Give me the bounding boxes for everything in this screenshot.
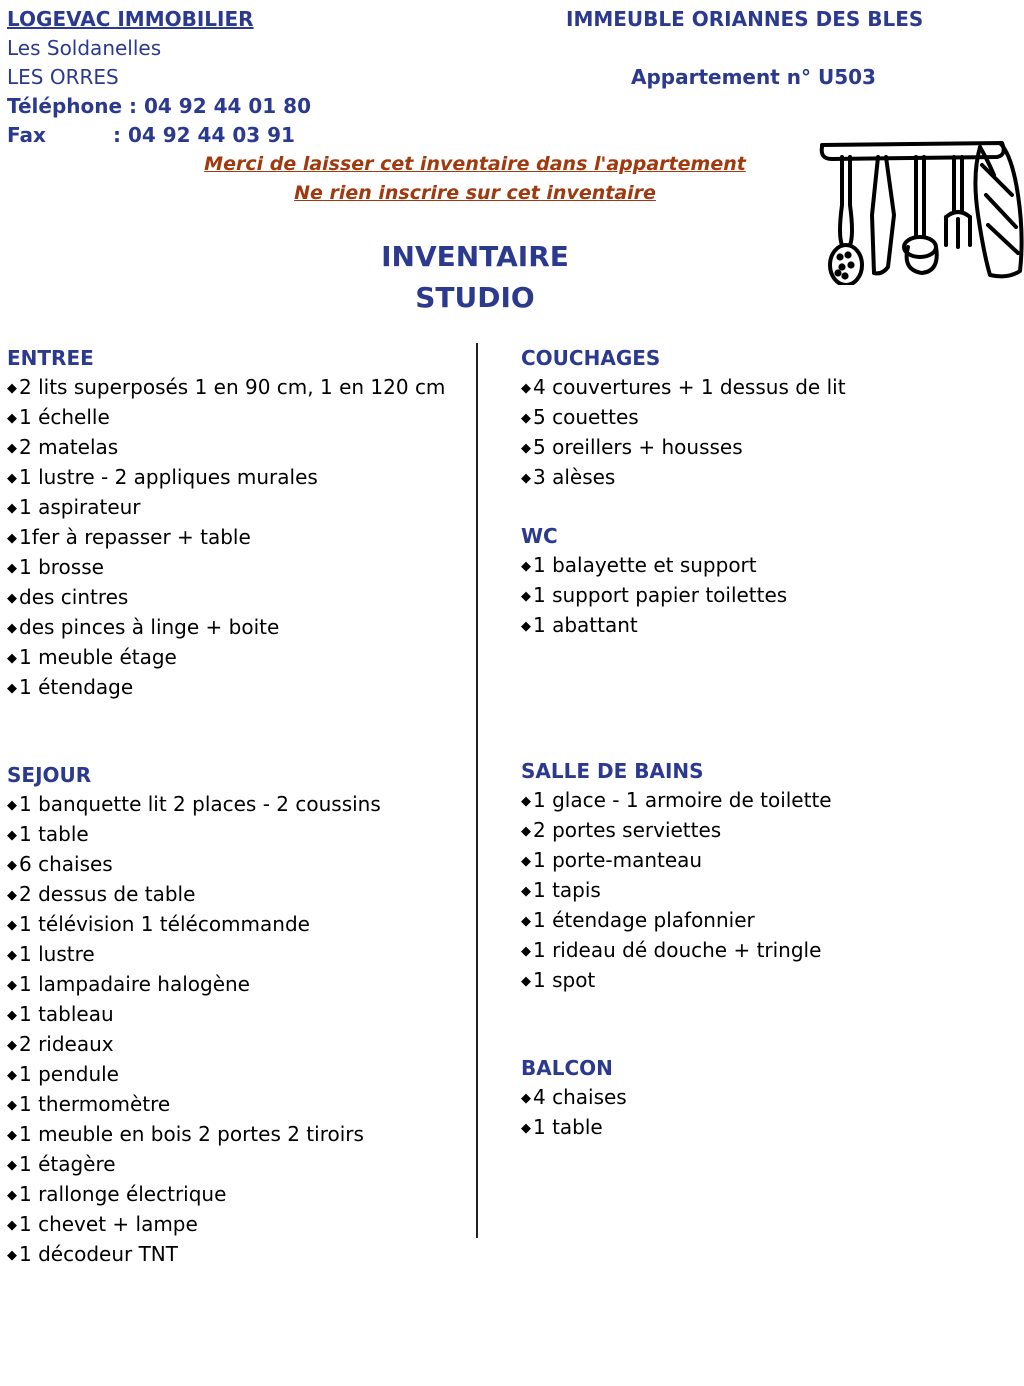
list-item-text: 2 rideaux	[19, 1032, 114, 1056]
left-column	[7, 344, 445, 1299]
list-item	[521, 433, 846, 463]
diamond-bullet-icon: ◆	[521, 471, 531, 486]
list-item	[7, 553, 445, 583]
diamond-bullet-icon: ◆	[7, 1098, 17, 1113]
diamond-bullet-icon: ◆	[7, 1008, 17, 1023]
list-item-text: 1 lustre	[19, 942, 95, 966]
list-item	[521, 373, 846, 403]
diamond-bullet-icon: ◆	[7, 828, 17, 843]
diamond-bullet-icon: ◆	[7, 561, 17, 576]
list-item	[521, 1113, 846, 1143]
diamond-bullet-icon: ◆	[7, 1158, 17, 1173]
section-entree	[7, 344, 445, 703]
list-item	[7, 403, 445, 433]
diamond-bullet-icon: ◆	[7, 1068, 17, 1083]
list-item	[7, 673, 445, 703]
list-item-text: 1 balayette et support	[533, 553, 757, 577]
diamond-bullet-icon: ◆	[521, 854, 531, 869]
diamond-bullet-icon: ◆	[521, 824, 531, 839]
list-item	[7, 433, 445, 463]
list-item-text: 1 tableau	[19, 1002, 114, 1026]
item-list	[521, 1083, 846, 1143]
diamond-bullet-icon: ◆	[7, 471, 17, 486]
diamond-bullet-icon: ◆	[7, 1248, 17, 1263]
apartment-number: Appartement n° U503	[631, 65, 876, 89]
diamond-bullet-icon: ◆	[7, 621, 17, 636]
list-item	[521, 936, 846, 966]
diamond-bullet-icon: ◆	[521, 914, 531, 929]
list-item	[7, 1210, 445, 1240]
list-item-text: 6 chaises	[19, 852, 113, 876]
section-title: WC	[521, 524, 558, 548]
list-item	[7, 790, 445, 820]
section-couchages	[521, 344, 846, 493]
list-item	[7, 1120, 445, 1150]
diamond-bullet-icon: ◆	[7, 651, 17, 666]
list-item-text: 1 table	[19, 822, 89, 846]
diamond-bullet-icon: ◆	[7, 1128, 17, 1143]
diamond-bullet-icon: ◆	[7, 888, 17, 903]
page-subtitle: STUDIO	[415, 281, 535, 314]
section-title: ENTREE	[7, 346, 94, 370]
diamond-bullet-icon: ◆	[7, 798, 17, 813]
list-item-text: 1 lustre - 2 appliques murales	[19, 465, 318, 489]
list-item	[521, 816, 846, 846]
list-item-text: 1fer à repasser + table	[19, 525, 251, 549]
list-item	[7, 1090, 445, 1120]
fax-value: : 04 92 44 03 91	[113, 123, 295, 147]
section-title: BALCON	[521, 1056, 613, 1080]
item-list	[521, 551, 846, 641]
list-item	[7, 850, 445, 880]
list-item-text: des pinces à linge + boite	[19, 615, 280, 639]
list-item	[7, 583, 445, 613]
list-item	[7, 970, 445, 1000]
diamond-bullet-icon: ◆	[521, 619, 531, 634]
diamond-bullet-icon: ◆	[521, 589, 531, 604]
list-item	[7, 1240, 445, 1270]
list-item-text: 2 lits superposés 1 en 90 cm, 1 en 120 cm	[19, 375, 446, 399]
diamond-bullet-icon: ◆	[521, 441, 531, 456]
diamond-bullet-icon: ◆	[521, 1121, 531, 1136]
diamond-bullet-icon: ◆	[521, 1091, 531, 1106]
list-item-text: 1 support papier toilettes	[533, 583, 788, 607]
list-item-text: 4 chaises	[533, 1085, 627, 1109]
list-item	[521, 786, 846, 816]
section-wc	[521, 522, 846, 641]
list-item-text: 1 banquette lit 2 places - 2 coussins	[19, 792, 381, 816]
list-item-text: 1 tapis	[533, 878, 601, 902]
list-item-text: 1 rideau dé douche + tringle	[533, 938, 822, 962]
phone-line: Téléphone : 04 92 44 01 80	[7, 94, 312, 118]
list-item-text: 1 étagère	[19, 1152, 116, 1176]
section-salle-de-bains	[521, 757, 846, 996]
town-name: LES ORRES	[7, 65, 119, 89]
list-item-text: des cintres	[19, 585, 129, 609]
residence-name: Les Soldanelles	[7, 36, 162, 60]
list-item-text: 5 oreillers + housses	[533, 435, 743, 459]
list-item-text: 1 abattant	[533, 613, 638, 637]
diamond-bullet-icon: ◆	[521, 411, 531, 426]
diamond-bullet-icon: ◆	[521, 559, 531, 574]
list-item-text: 1 étendage	[19, 675, 134, 699]
list-item-text: 2 portes serviettes	[533, 818, 722, 842]
notice-do-not-write: Ne rien inscrire sur cet inventaire	[294, 182, 656, 204]
diamond-bullet-icon: ◆	[7, 918, 17, 933]
list-item-text: 1 glace - 1 armoire de toilette	[533, 788, 832, 812]
list-item	[7, 880, 445, 910]
section-balcon	[521, 1054, 846, 1143]
company-name: LOGEVAC IMMOBILIER	[7, 7, 254, 31]
diamond-bullet-icon: ◆	[7, 531, 17, 546]
list-item	[521, 551, 846, 581]
diamond-bullet-icon: ◆	[7, 441, 17, 456]
fax-label: Fax	[7, 123, 46, 147]
right-column	[521, 344, 846, 1172]
list-item	[7, 910, 445, 940]
list-item-text: 1 décodeur TNT	[19, 1242, 178, 1266]
list-item-text: 1 table	[533, 1115, 603, 1139]
list-item-text: 3 alèses	[533, 465, 616, 489]
page-title: INVENTAIRE	[381, 240, 569, 273]
diamond-bullet-icon: ◆	[7, 681, 17, 696]
diamond-bullet-icon: ◆	[7, 948, 17, 963]
diamond-bullet-icon: ◆	[521, 794, 531, 809]
column-divider	[476, 343, 478, 1238]
list-item-text: 1 brosse	[19, 555, 104, 579]
list-item-text: 1 meuble étage	[19, 645, 177, 669]
section-title: SEJOUR	[7, 763, 92, 787]
list-item	[7, 1180, 445, 1210]
item-list	[7, 790, 445, 1270]
list-item-text: 1 échelle	[19, 405, 110, 429]
diamond-bullet-icon: ◆	[7, 411, 17, 426]
list-item-text: 1 aspirateur	[19, 495, 141, 519]
list-item-text: 2 matelas	[19, 435, 119, 459]
list-item	[7, 1150, 445, 1180]
list-item-text: 4 couvertures + 1 dessus de lit	[533, 375, 846, 399]
diamond-bullet-icon: ◆	[7, 591, 17, 606]
diamond-bullet-icon: ◆	[7, 978, 17, 993]
list-item-text: 5 couettes	[533, 405, 639, 429]
item-list	[7, 373, 445, 703]
list-item	[521, 876, 846, 906]
list-item	[521, 463, 846, 493]
list-item	[521, 966, 846, 996]
diamond-bullet-icon: ◆	[7, 501, 17, 516]
list-item	[7, 1060, 445, 1090]
diamond-bullet-icon: ◆	[7, 1038, 17, 1053]
list-item	[7, 940, 445, 970]
diamond-bullet-icon: ◆	[7, 1188, 17, 1203]
diamond-bullet-icon: ◆	[521, 974, 531, 989]
notice-leave-inventory: Merci de laisser cet inventaire dans l'appartement	[204, 153, 746, 175]
diamond-bullet-icon: ◆	[7, 858, 17, 873]
list-item	[521, 581, 846, 611]
list-item	[7, 373, 445, 403]
section-sejour	[7, 761, 445, 1270]
list-item-text: 1 télévision 1 télécommande	[19, 912, 310, 936]
list-item-text: 1 étendage plafonnier	[533, 908, 755, 932]
list-item	[521, 1083, 846, 1113]
list-item	[521, 906, 846, 936]
list-item	[7, 820, 445, 850]
list-item-text: 1 chevet + lampe	[19, 1212, 198, 1236]
item-list	[521, 786, 846, 996]
list-item	[7, 643, 445, 673]
list-item-text: 1 pendule	[19, 1062, 119, 1086]
list-item-text: 1 rallonge électrique	[19, 1182, 227, 1206]
list-item	[7, 523, 445, 553]
list-item	[7, 613, 445, 643]
list-item-text: 1 porte-manteau	[533, 848, 703, 872]
diamond-bullet-icon: ◆	[7, 1218, 17, 1233]
diamond-bullet-icon: ◆	[521, 381, 531, 396]
kitchen-utensils-icon	[812, 135, 1024, 285]
diamond-bullet-icon: ◆	[521, 944, 531, 959]
list-item	[7, 463, 445, 493]
list-item	[521, 846, 846, 876]
section-title: COUCHAGES	[521, 346, 661, 370]
list-item-text: 1 spot	[533, 968, 596, 992]
diamond-bullet-icon: ◆	[7, 381, 17, 396]
building-name: IMMEUBLE ORIANNES DES BLES	[566, 7, 924, 31]
list-item	[521, 611, 846, 641]
list-item-text: 1 lampadaire halogène	[19, 972, 250, 996]
list-item	[7, 1030, 445, 1060]
list-item-text: 1 thermomètre	[19, 1092, 171, 1116]
list-item	[521, 403, 846, 433]
list-item	[7, 493, 445, 523]
list-item	[7, 1000, 445, 1030]
list-item-text: 1 meuble en bois 2 portes 2 tiroirs	[19, 1122, 364, 1146]
diamond-bullet-icon: ◆	[521, 884, 531, 899]
section-title: SALLE DE BAINS	[521, 759, 704, 783]
item-list	[521, 373, 846, 493]
list-item-text: 2 dessus de table	[19, 882, 196, 906]
